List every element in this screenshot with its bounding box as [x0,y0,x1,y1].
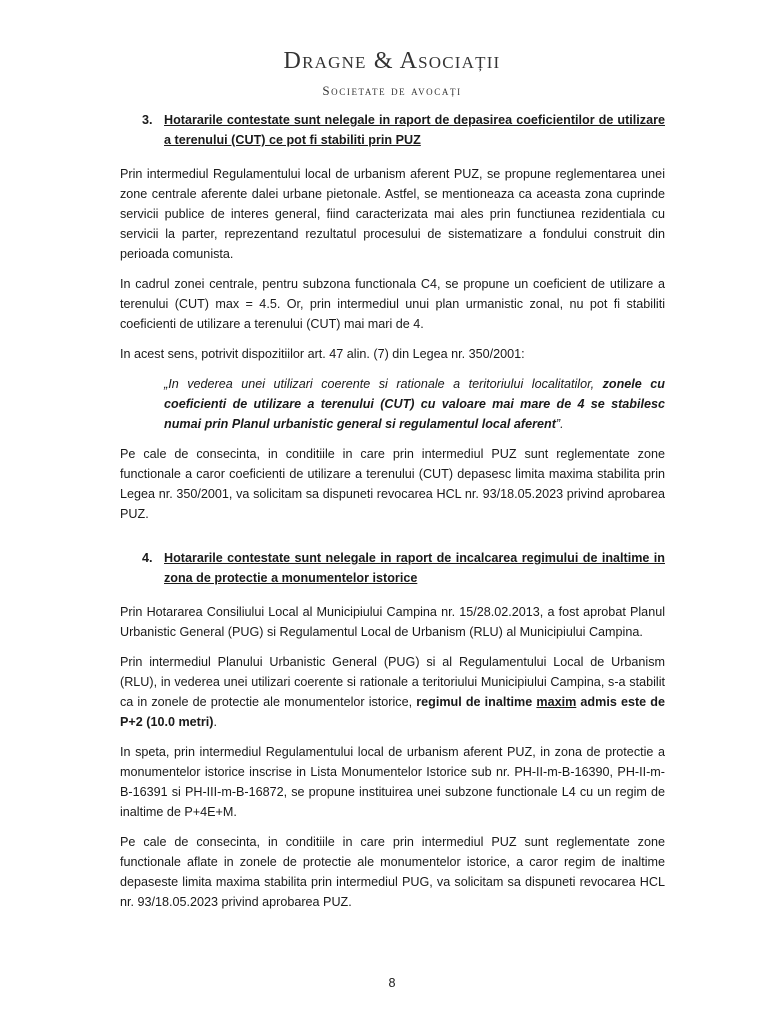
document-body [120,110,665,922]
law-quote-start: „In vederea unei utilizari coerente si rationale a teritoriului localitatilor, [164,377,603,391]
law-quote-bold: zonele cu coeficienti de utilizare a terenului (CUT) cu valoare mai mare de 4 se stabilesc numai prin Planul urbanistic general si regulamentul local aferent [164,377,665,431]
section-4-title: Hotararile contestate sunt nelegale in raport de incalcarea regimului de inaltime in zona de protectie a monumentelor istorice [164,551,665,585]
section-4-heading [120,548,665,588]
section-4-paragraph-4: Pe cale de consecinta, in conditiile in care prin intermediul PUZ sunt reglementate zone functionale aflate in zonele de protectie ale monumentelor istorice, a caror regim de inaltime depaseste limita maxima stabilita prin intermediul PUG, va solicitam sa dispuneti revocarea HCL nr. 93/18.05.2023 privind aprobarea PUZ. [120,835,665,909]
law-quote [164,374,665,434]
firm-tagline: Societate de avocați [322,83,462,98]
section-3-paragraph-1: Prin intermediul Regulamentului local de urbanism aferent PUZ, se propune reglementarea unei zone centrale aferente dalei urbane pietonale. Astfel, se mentioneaza ca aceasta zona cuprinde servicii publice de interes general, fiind caracterizata mai ales prin functiunea rezidentiala cu servicii la parter, reprezentand rezultatul procesului de sistematizare a fondului construit din perioada comunista. [120,167,665,261]
section-4-paragraph-2-end: . [213,715,217,729]
section-3-paragraph-4: Pe cale de consecinta, in conditiile in care prin intermediul PUZ sunt reglementate zone functionale a caror coeficienti de utilizare a terenului (CUT) depasesc limita maxima stabilita prin Legea nr. 350/2001, va solicitam sa dispuneti revocarea HCL nr. 93/18.05.2023 privind aprobarea PUZ. [120,447,665,521]
section-4-number: 4. [142,551,153,565]
section-4-paragraph-2-start: Prin intermediul Planului Urbanistic General (PUG) si al Regulamentului Local de Urbanism (RLU), in vederea unei utilizari coerente si rationale a teritoriului Municipiului Campina, s-a stabilit ca in zonele de protectie ale monumentelor istorice, [120,655,665,709]
law-quote-end: ”. [555,417,564,431]
height-regime-max: maxim [536,695,577,709]
section-4-paragraph-2 [120,652,665,732]
section-3-title: Hotararile contestate sunt nelegale in raport de depasirea coeficientilor de utilizare a terenului (CUT) ce pot fi stabiliti prin PUZ [164,113,665,147]
height-regime-text: regimul de inaltime [416,695,537,709]
section-3-number: 3. [142,113,153,127]
section-4-paragraph-1: Prin Hotararea Consiliului Local al Municipiului Campina nr. 15/28.02.2013, a fost aprobat Planul Urbanistic General (PUG) si Regulamentul Local de Urbanism (RLU) al Municipiului Campina. [120,605,665,639]
section-3-paragraph-3: In acest sens, potrivit dispozitiilor art. 47 alin. (7) din Legea nr. 350/2001: [120,347,525,361]
page-number: 8 [388,976,396,990]
firm-name: Dragne & Asociații [283,48,501,74]
section-3-heading [120,110,665,150]
height-regime-limit: admis este de P+2 (10.0 metri) [120,695,665,729]
section-3-paragraph-2: In cadrul zonei centrale, pentru subzona functionala C4, se propune un coeficient de utilizare a terenului (CUT) max = 4.5. Or, prin intermediul unui plan urmanistic zonal, nu pot fi stabiliti coeficienti de utilizare a terenului (CUT) mai mari de 4. [120,277,665,331]
section-4-paragraph-3: In speta, prin intermediul Regulamentului local de urbanism aferent PUZ, in zona de protectie a monumentelor istorice inscrise in Lista Monumentelor Istorice sub nr. PH-II-m-B-16390, PH-II-m-B-16391 si PH-III-m-B-16872, se propune instituirea unei subzone functionale L4 cu un regim de inaltime de P+4E+M. [120,745,665,819]
